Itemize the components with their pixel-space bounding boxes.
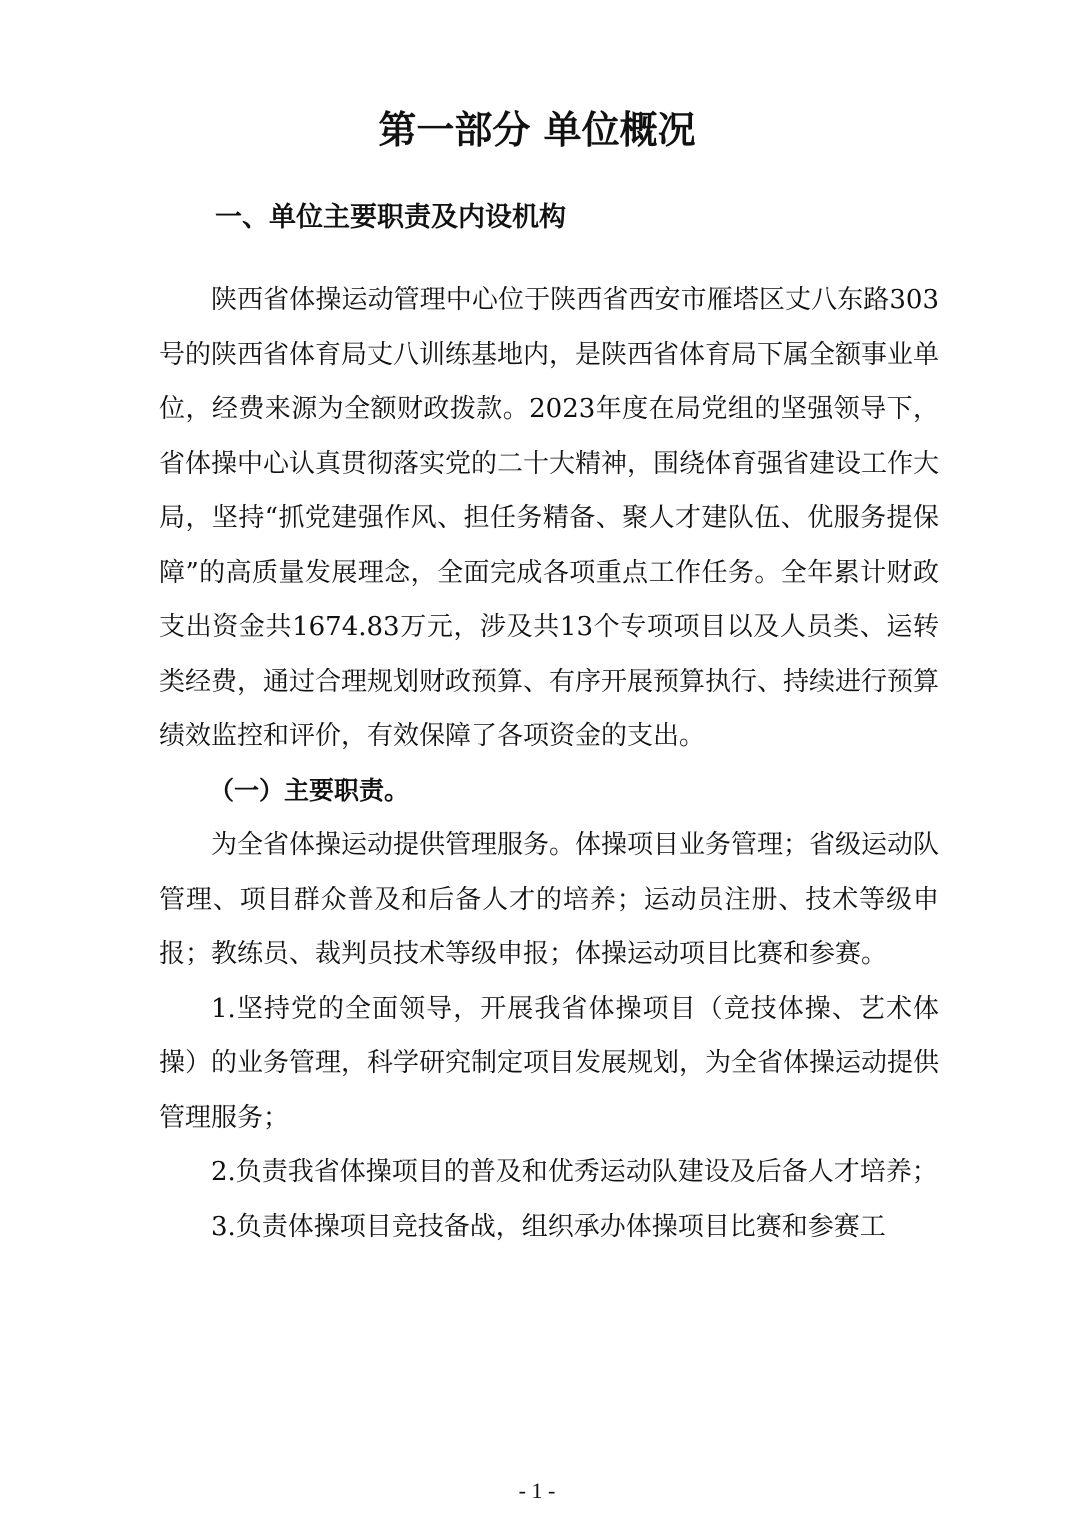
duty-item-1: 1.坚持党的全面领导，开展我省体操项目（竞技体操、艺术体操）的业务管理，科学研究制定项目发展规划，为全省体操运动提供管理服务； [159,993,940,1133]
section-heading: 一、单位主要职责及内设机构 [215,202,566,233]
duties-summary-paragraph: 为全省体操运动提供管理服务。体操项目业务管理；省级运动队管理、项目群众普及和后备人才的培养；运动员注册、技术等级申报；教练员、裁判员技术等级申报；体操运动项目比赛和参赛。 [159,830,940,969]
document-body [159,273,939,1254]
duty-item-3: 3.负责体操项目竞技备战，组织承办体操项目比赛和参赛工 [211,1211,886,1242]
intro-paragraph: 陕西省体操运动管理中心位于陕西省西安市雁塔区丈八东路303号的陕西省体育局丈八训练基地内，是陕西省体育局下属全额事业单位，经费来源为全额财政拨款。2023年度在局党组的坚强领导下，省体操中心认真贯彻落实党的二十大精神，围绕体育强省建设工作大局，坚持“抓党建强作风、担任务精备、聚人才建队伍、优服务提保障”的高质量发展理念，全面完成各项重点工作任务。全年累计财政支出资金共1674.83万元，涉及共13个专项项目以及人员类、运转类经费，通过合理规划财政预算、有序开展预算执行、持续进行预算绩效监控和评价，有效保障了各项资金的支出。 [159,285,940,751]
page-number: - 1 - [518,1478,556,1503]
subsection-heading-main-duties: （一）主要职责。 [209,775,410,805]
duty-item-2: 2.负责我省体操项目的普及和优秀运动队建设及后备人才培养； [211,1157,938,1187]
page-title: 第一部分 单位概况 [378,107,696,152]
